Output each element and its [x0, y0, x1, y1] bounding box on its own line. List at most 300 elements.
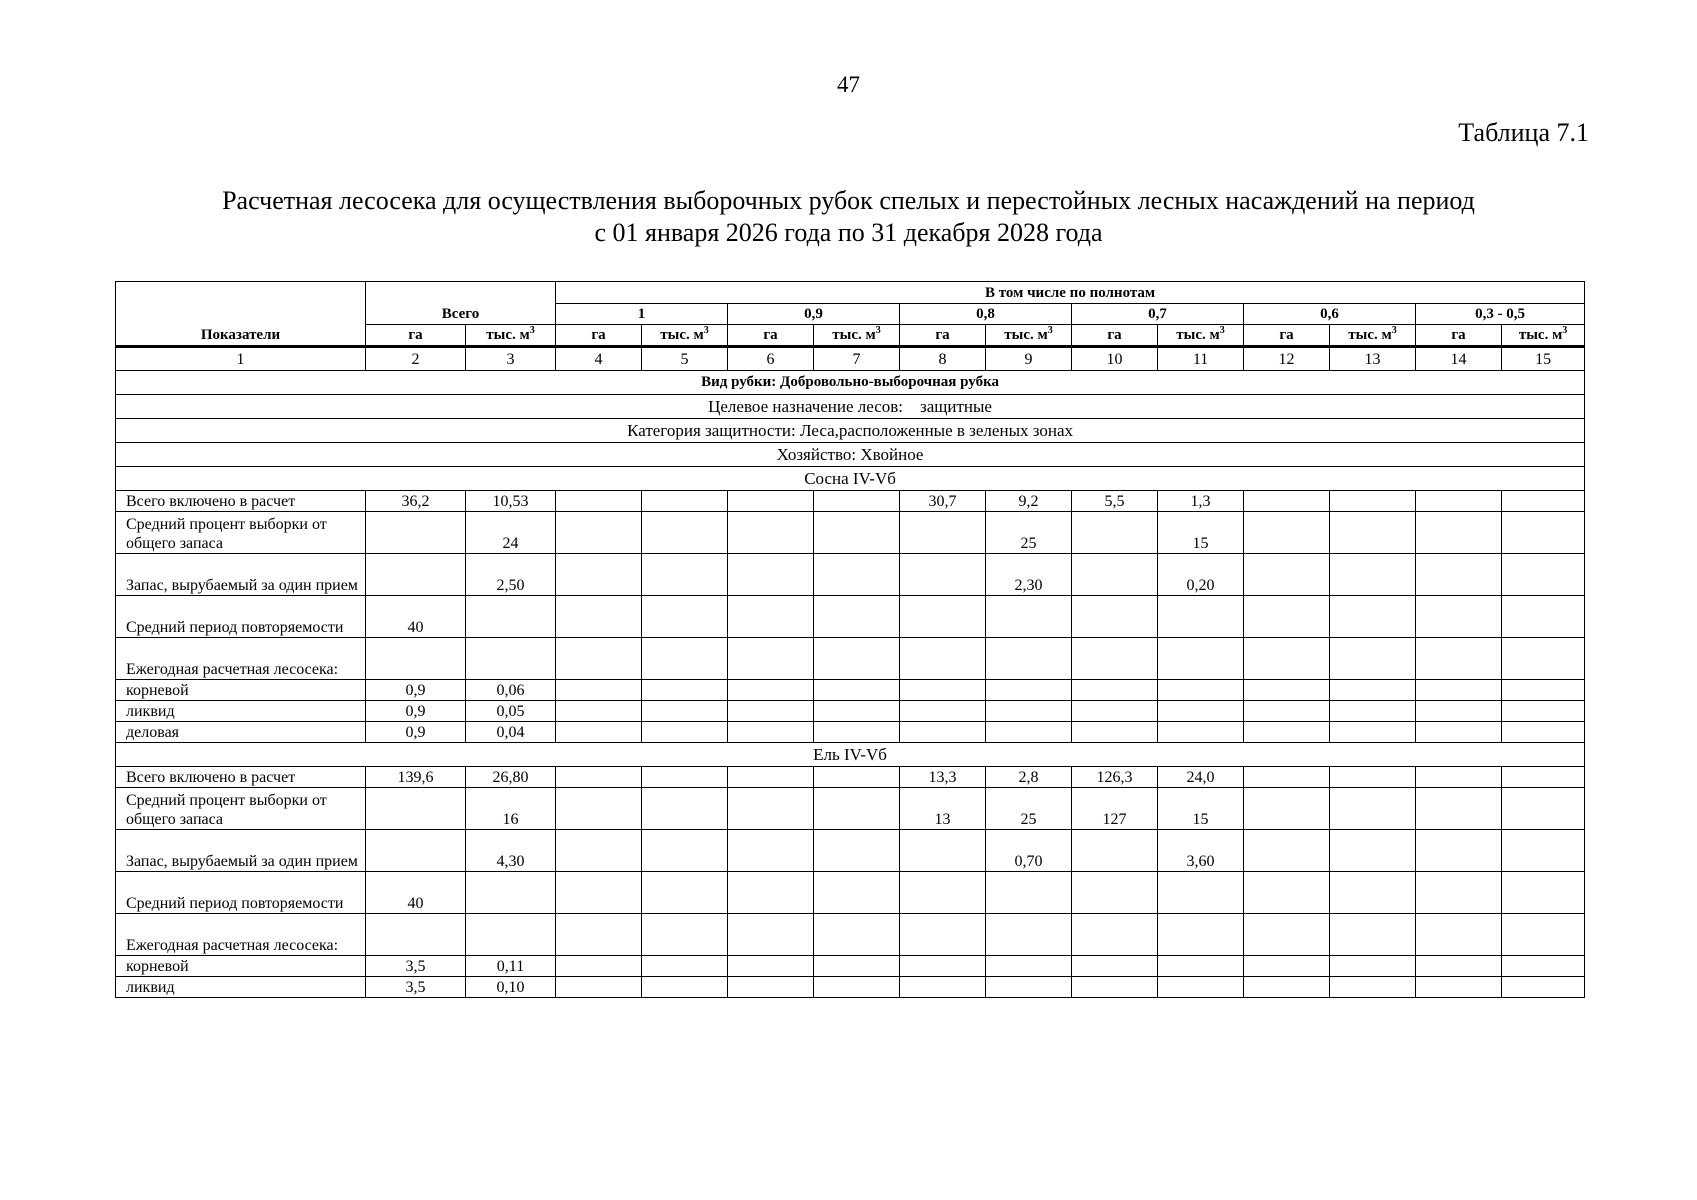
table-cell [728, 956, 814, 977]
header-density-0-9: 0,9 [728, 304, 900, 325]
table-cell [1502, 701, 1585, 722]
table-cell [1072, 830, 1158, 872]
table-cell [1072, 680, 1158, 701]
table-cell: 2,50 [466, 554, 556, 596]
table-cell [728, 701, 814, 722]
table-cell: 139,6 [366, 767, 466, 788]
table-cell [642, 596, 728, 638]
table-cell [366, 788, 466, 830]
table-cell [1072, 512, 1158, 554]
table-cell: 0,9 [366, 722, 466, 743]
table-row [116, 638, 1585, 680]
economy-row: Хозяйство: Хвойное [116, 443, 1585, 467]
table-cell [556, 872, 642, 914]
table-cell [728, 767, 814, 788]
column-number: 7 [814, 347, 900, 371]
table-cell [1244, 596, 1330, 638]
table-cell [728, 596, 814, 638]
column-number: 2 [366, 347, 466, 371]
table-cell [814, 701, 900, 722]
table-cell: 24,0 [1158, 767, 1244, 788]
table-row [116, 830, 1585, 872]
table-cell [642, 512, 728, 554]
table-cell [1502, 872, 1585, 914]
header-density-0-8: 0,8 [900, 304, 1072, 325]
table-cell [642, 701, 728, 722]
unit-volume-text: тыс. м [660, 327, 704, 343]
table-cell: 40 [366, 596, 466, 638]
table-cell [814, 956, 900, 977]
table-cell [556, 680, 642, 701]
column-number: 1 [116, 347, 366, 371]
table-cell [1330, 914, 1416, 956]
table-cell [728, 914, 814, 956]
column-number: 14 [1416, 347, 1502, 371]
table-cell: 2,30 [986, 554, 1072, 596]
table-cell [814, 767, 900, 788]
table-cell: 9,2 [986, 491, 1072, 512]
table-cell [1244, 638, 1330, 680]
table-cell [1330, 788, 1416, 830]
title-line-2: с 01 января 2026 года по 31 декабря 2028 года [594, 218, 1103, 247]
table-cell [728, 830, 814, 872]
table-cell [728, 722, 814, 743]
table-cell [1330, 512, 1416, 554]
table-cell [1158, 956, 1244, 977]
table-cell: 0,70 [986, 830, 1072, 872]
table-cell [642, 767, 728, 788]
table-row [116, 722, 1585, 743]
forest-purpose-row: Целевое назначение лесов: защитные [116, 395, 1585, 419]
table-cell [1416, 767, 1502, 788]
table-cell [1502, 977, 1585, 998]
table-cell [366, 554, 466, 596]
table-cell [1158, 701, 1244, 722]
table-cell [1072, 701, 1158, 722]
header-density-1: 1 [556, 304, 728, 325]
column-number: 5 [642, 347, 728, 371]
table-cell [642, 638, 728, 680]
table-cell [642, 722, 728, 743]
table-cell [1416, 596, 1502, 638]
table-row [116, 914, 1585, 956]
table-cell [900, 701, 986, 722]
unit-volume-text: тыс. м [1348, 327, 1392, 343]
table-cell [814, 554, 900, 596]
table-cell [900, 512, 986, 554]
unit-volume-text: тыс. м [832, 327, 876, 343]
table-cell: 3,5 [366, 977, 466, 998]
table-cell: 13 [900, 788, 986, 830]
table-cell: 0,10 [466, 977, 556, 998]
table-cell [1244, 767, 1330, 788]
table-cell [1244, 722, 1330, 743]
table-cell [900, 722, 986, 743]
table-cell: 15 [1158, 788, 1244, 830]
table-row [116, 767, 1585, 788]
table-cell [642, 914, 728, 956]
table-cell [556, 701, 642, 722]
header-unit-volume [642, 325, 728, 346]
table-cell [642, 956, 728, 977]
table-cell [1244, 914, 1330, 956]
row-label: Средний период повторяемости [116, 596, 366, 638]
table-cell [1502, 956, 1585, 977]
table-cell [556, 554, 642, 596]
table-cell [642, 977, 728, 998]
header-unit-ha: га [1416, 325, 1502, 346]
table-cell [1330, 680, 1416, 701]
protection-category-row: Категория защитности: Леса,расположенные в зеленых зонах [116, 419, 1585, 443]
table-cell [642, 872, 728, 914]
table-cell: 30,7 [900, 491, 986, 512]
table-cell [642, 554, 728, 596]
header-unit-ha: га [1244, 325, 1330, 346]
table-cell [728, 788, 814, 830]
table-cell [556, 788, 642, 830]
table-cell: 36,2 [366, 491, 466, 512]
header-unit-volume [466, 325, 556, 346]
table-cell: 13,3 [900, 767, 986, 788]
header-density-0-6: 0,6 [1244, 304, 1416, 325]
table-cell [1244, 491, 1330, 512]
header-unit-volume [986, 325, 1072, 346]
table-cell [814, 491, 900, 512]
table-cell [728, 872, 814, 914]
table-cell [814, 914, 900, 956]
table-cell [642, 680, 728, 701]
table-cell [642, 491, 728, 512]
table-cell [1072, 977, 1158, 998]
table-cell: 10,53 [466, 491, 556, 512]
table-cell [1416, 830, 1502, 872]
column-number: 12 [1244, 347, 1330, 371]
header-including-by-density: В том числе по полнотам [556, 282, 1585, 304]
table-cell: 5,5 [1072, 491, 1158, 512]
table-cell: 3,5 [366, 956, 466, 977]
table-cell [556, 638, 642, 680]
table-cell [986, 596, 1072, 638]
table-row [116, 956, 1585, 977]
row-label: ликвид [116, 701, 366, 722]
table-cell: 40 [366, 872, 466, 914]
column-number: 8 [900, 347, 986, 371]
table-cell: 1,3 [1158, 491, 1244, 512]
unit-volume-text: тыс. м [1004, 327, 1048, 343]
row-label: Всего включено в расчет [116, 491, 366, 512]
row-label: Ежегодная расчетная лесосека: [116, 914, 366, 956]
table-row [116, 680, 1585, 701]
table-cell [900, 830, 986, 872]
column-number: 13 [1330, 347, 1416, 371]
row-label: Средний процент выборки от общего запаса [116, 512, 366, 554]
table-cell [1244, 680, 1330, 701]
table-cell [556, 956, 642, 977]
table-cell [814, 977, 900, 998]
table-cell [900, 680, 986, 701]
page-number: 47 [837, 72, 860, 97]
column-number: 9 [986, 347, 1072, 371]
table-cell [1072, 638, 1158, 680]
unit-volume-text: тыс. м [486, 327, 530, 343]
table-cell [1330, 701, 1416, 722]
table-row [116, 788, 1585, 830]
table-cell [1072, 914, 1158, 956]
table-cell [986, 701, 1072, 722]
table-cell [1502, 491, 1585, 512]
header-unit-volume [814, 325, 900, 346]
table-cell [1158, 680, 1244, 701]
table-cell [1072, 554, 1158, 596]
table-cell [1330, 638, 1416, 680]
table-cell [814, 722, 900, 743]
table-cell [986, 977, 1072, 998]
table-cell [466, 596, 556, 638]
table-cell: 16 [466, 788, 556, 830]
table-row [116, 596, 1585, 638]
table-cell [900, 956, 986, 977]
table-cell [986, 722, 1072, 743]
table-cell [556, 977, 642, 998]
table-cell [366, 914, 466, 956]
column-number: 15 [1502, 347, 1585, 371]
table-cell [814, 830, 900, 872]
header-unit-volume [1502, 325, 1585, 346]
row-label: деловая [116, 722, 366, 743]
table-cell [1158, 638, 1244, 680]
table-cell: 0,9 [366, 680, 466, 701]
row-label: Запас, вырубаемый за один прием [116, 830, 366, 872]
column-number: 6 [728, 347, 814, 371]
table-cell [556, 830, 642, 872]
table-cell [466, 638, 556, 680]
table-cell [1416, 872, 1502, 914]
row-label: Ежегодная расчетная лесосека: [116, 638, 366, 680]
table-cell [556, 512, 642, 554]
table-cell [1416, 554, 1502, 596]
cutting-area-table [115, 281, 1585, 998]
table-cell [1158, 914, 1244, 956]
table-cell [1416, 977, 1502, 998]
row-label: корневой [116, 956, 366, 977]
table-cell [1502, 680, 1585, 701]
table-cell [1502, 596, 1585, 638]
table-cell [466, 914, 556, 956]
table-cell [1244, 512, 1330, 554]
table-row [116, 554, 1585, 596]
table-cell [728, 977, 814, 998]
table-cell: 0,20 [1158, 554, 1244, 596]
table-cell [814, 680, 900, 701]
table-cell [900, 977, 986, 998]
table-cell [466, 872, 556, 914]
table-row [116, 977, 1585, 998]
table-cell [556, 596, 642, 638]
table-cell [1416, 788, 1502, 830]
header-unit-ha: га [366, 325, 466, 346]
header-density-0-7: 0,7 [1072, 304, 1244, 325]
cutting-type-row: Вид рубки: Добровольно-выборочная рубка [116, 371, 1585, 395]
table-cell: 126,3 [1072, 767, 1158, 788]
table-cell [814, 788, 900, 830]
table-cell [1330, 830, 1416, 872]
header-unit-volume [1158, 325, 1244, 346]
header-total: Всего [366, 282, 556, 325]
header-unit-ha: га [728, 325, 814, 346]
table-cell [900, 914, 986, 956]
table-cell [1158, 977, 1244, 998]
table-cell [1502, 554, 1585, 596]
table-cell [1244, 554, 1330, 596]
column-number: 11 [1158, 347, 1244, 371]
table-cell [1502, 722, 1585, 743]
row-label: Средний процент выборки от общего запаса [116, 788, 366, 830]
table-cell [1072, 596, 1158, 638]
table-cell: 2,8 [986, 767, 1072, 788]
table-cell [1072, 872, 1158, 914]
table-cell [1244, 788, 1330, 830]
table-cell [1244, 830, 1330, 872]
table-row [116, 701, 1585, 722]
table-cell [1416, 680, 1502, 701]
header-indicators: Показатели [116, 282, 366, 346]
table-cell [642, 788, 728, 830]
table-cell [556, 767, 642, 788]
table-cell [986, 638, 1072, 680]
table-cell [814, 872, 900, 914]
table-cell [366, 830, 466, 872]
table-cell [1502, 830, 1585, 872]
table-cell [1330, 767, 1416, 788]
table-cell: 0,04 [466, 722, 556, 743]
table-cell [728, 638, 814, 680]
table-cell: 127 [1072, 788, 1158, 830]
table-cell [814, 596, 900, 638]
header-unit-ha: га [900, 325, 986, 346]
unit-volume-superscript: 3 [1219, 325, 1225, 336]
table-cell [900, 554, 986, 596]
table-cell [814, 638, 900, 680]
table-cell [1502, 638, 1585, 680]
row-label: Средний период повторяемости [116, 872, 366, 914]
table-cell [986, 914, 1072, 956]
table-cell [1244, 701, 1330, 722]
document-title [120, 185, 1577, 249]
table-cell: 4,30 [466, 830, 556, 872]
table-row [116, 512, 1585, 554]
header-unit-ha: га [556, 325, 642, 346]
table-cell [1330, 956, 1416, 977]
header-unit-volume [1330, 325, 1416, 346]
table-cell [1330, 872, 1416, 914]
table-cell: 15 [1158, 512, 1244, 554]
table-cell [1502, 512, 1585, 554]
table-cell [1330, 596, 1416, 638]
table-cell [1416, 512, 1502, 554]
row-label: Всего включено в расчет [116, 767, 366, 788]
table-cell [1244, 956, 1330, 977]
table-cell [1502, 788, 1585, 830]
table-cell [1416, 638, 1502, 680]
table-cell [1416, 491, 1502, 512]
table-cell [728, 512, 814, 554]
unit-volume-superscript: 3 [529, 325, 535, 336]
table-cell [556, 914, 642, 956]
table-cell [1158, 722, 1244, 743]
table-cell [900, 872, 986, 914]
table-cell [900, 596, 986, 638]
table-cell [366, 638, 466, 680]
header-density-0-3-0-5: 0,3 - 0,5 [1416, 304, 1585, 325]
table-cell [1244, 872, 1330, 914]
column-number: 3 [466, 347, 556, 371]
header-unit-ha: га [1072, 325, 1158, 346]
table-label: Таблица 7.1 [1458, 118, 1589, 147]
table-cell [1502, 767, 1585, 788]
table-cell [1416, 722, 1502, 743]
table-cell [1502, 914, 1585, 956]
table-cell [1244, 977, 1330, 998]
table-cell [1072, 956, 1158, 977]
table-cell: 26,80 [466, 767, 556, 788]
table-cell: 0,05 [466, 701, 556, 722]
table-cell [1416, 914, 1502, 956]
title-line-1: Расчетная лесосека для осуществления выборочных рубок спелых и перестойных лесных насаждений на период [222, 186, 1475, 215]
table-cell: 0,11 [466, 956, 556, 977]
unit-volume-superscript: 3 [1391, 325, 1397, 336]
row-label: ликвид [116, 977, 366, 998]
table-cell: 24 [466, 512, 556, 554]
table-cell [728, 491, 814, 512]
table-cell [1330, 722, 1416, 743]
column-number: 4 [556, 347, 642, 371]
table-cell [1330, 491, 1416, 512]
species-group-header: Ель IV-Vб [116, 743, 1585, 767]
unit-volume-superscript: 3 [703, 325, 709, 336]
row-label: Запас, вырубаемый за один прием [116, 554, 366, 596]
table-cell [556, 491, 642, 512]
table-cell [1416, 956, 1502, 977]
table-cell: 0,06 [466, 680, 556, 701]
species-group-header: Сосна IV-Vб [116, 467, 1585, 491]
table-row [116, 491, 1585, 512]
table-cell [642, 830, 728, 872]
table-cell: 25 [986, 512, 1072, 554]
table-cell [366, 512, 466, 554]
table-cell: 0,9 [366, 701, 466, 722]
table-cell [814, 512, 900, 554]
table-cell [986, 872, 1072, 914]
unit-volume-text: тыс. м [1518, 327, 1563, 343]
table-cell [1330, 977, 1416, 998]
table-cell: 3,60 [1158, 830, 1244, 872]
unit-volume-superscript: 3 [1047, 325, 1053, 336]
table-cell [1416, 701, 1502, 722]
unit-volume-superscript: 3 [1562, 325, 1568, 336]
table-cell [556, 722, 642, 743]
table-cell [900, 638, 986, 680]
table-cell [1072, 722, 1158, 743]
table-row [116, 872, 1585, 914]
table-cell [728, 680, 814, 701]
table-cell: 25 [986, 788, 1072, 830]
table-cell [1158, 596, 1244, 638]
unit-volume-text: тыс. м [1176, 327, 1220, 343]
table-cell [1158, 872, 1244, 914]
table-cell [986, 956, 1072, 977]
row-label: корневой [116, 680, 366, 701]
table-cell [1330, 554, 1416, 596]
